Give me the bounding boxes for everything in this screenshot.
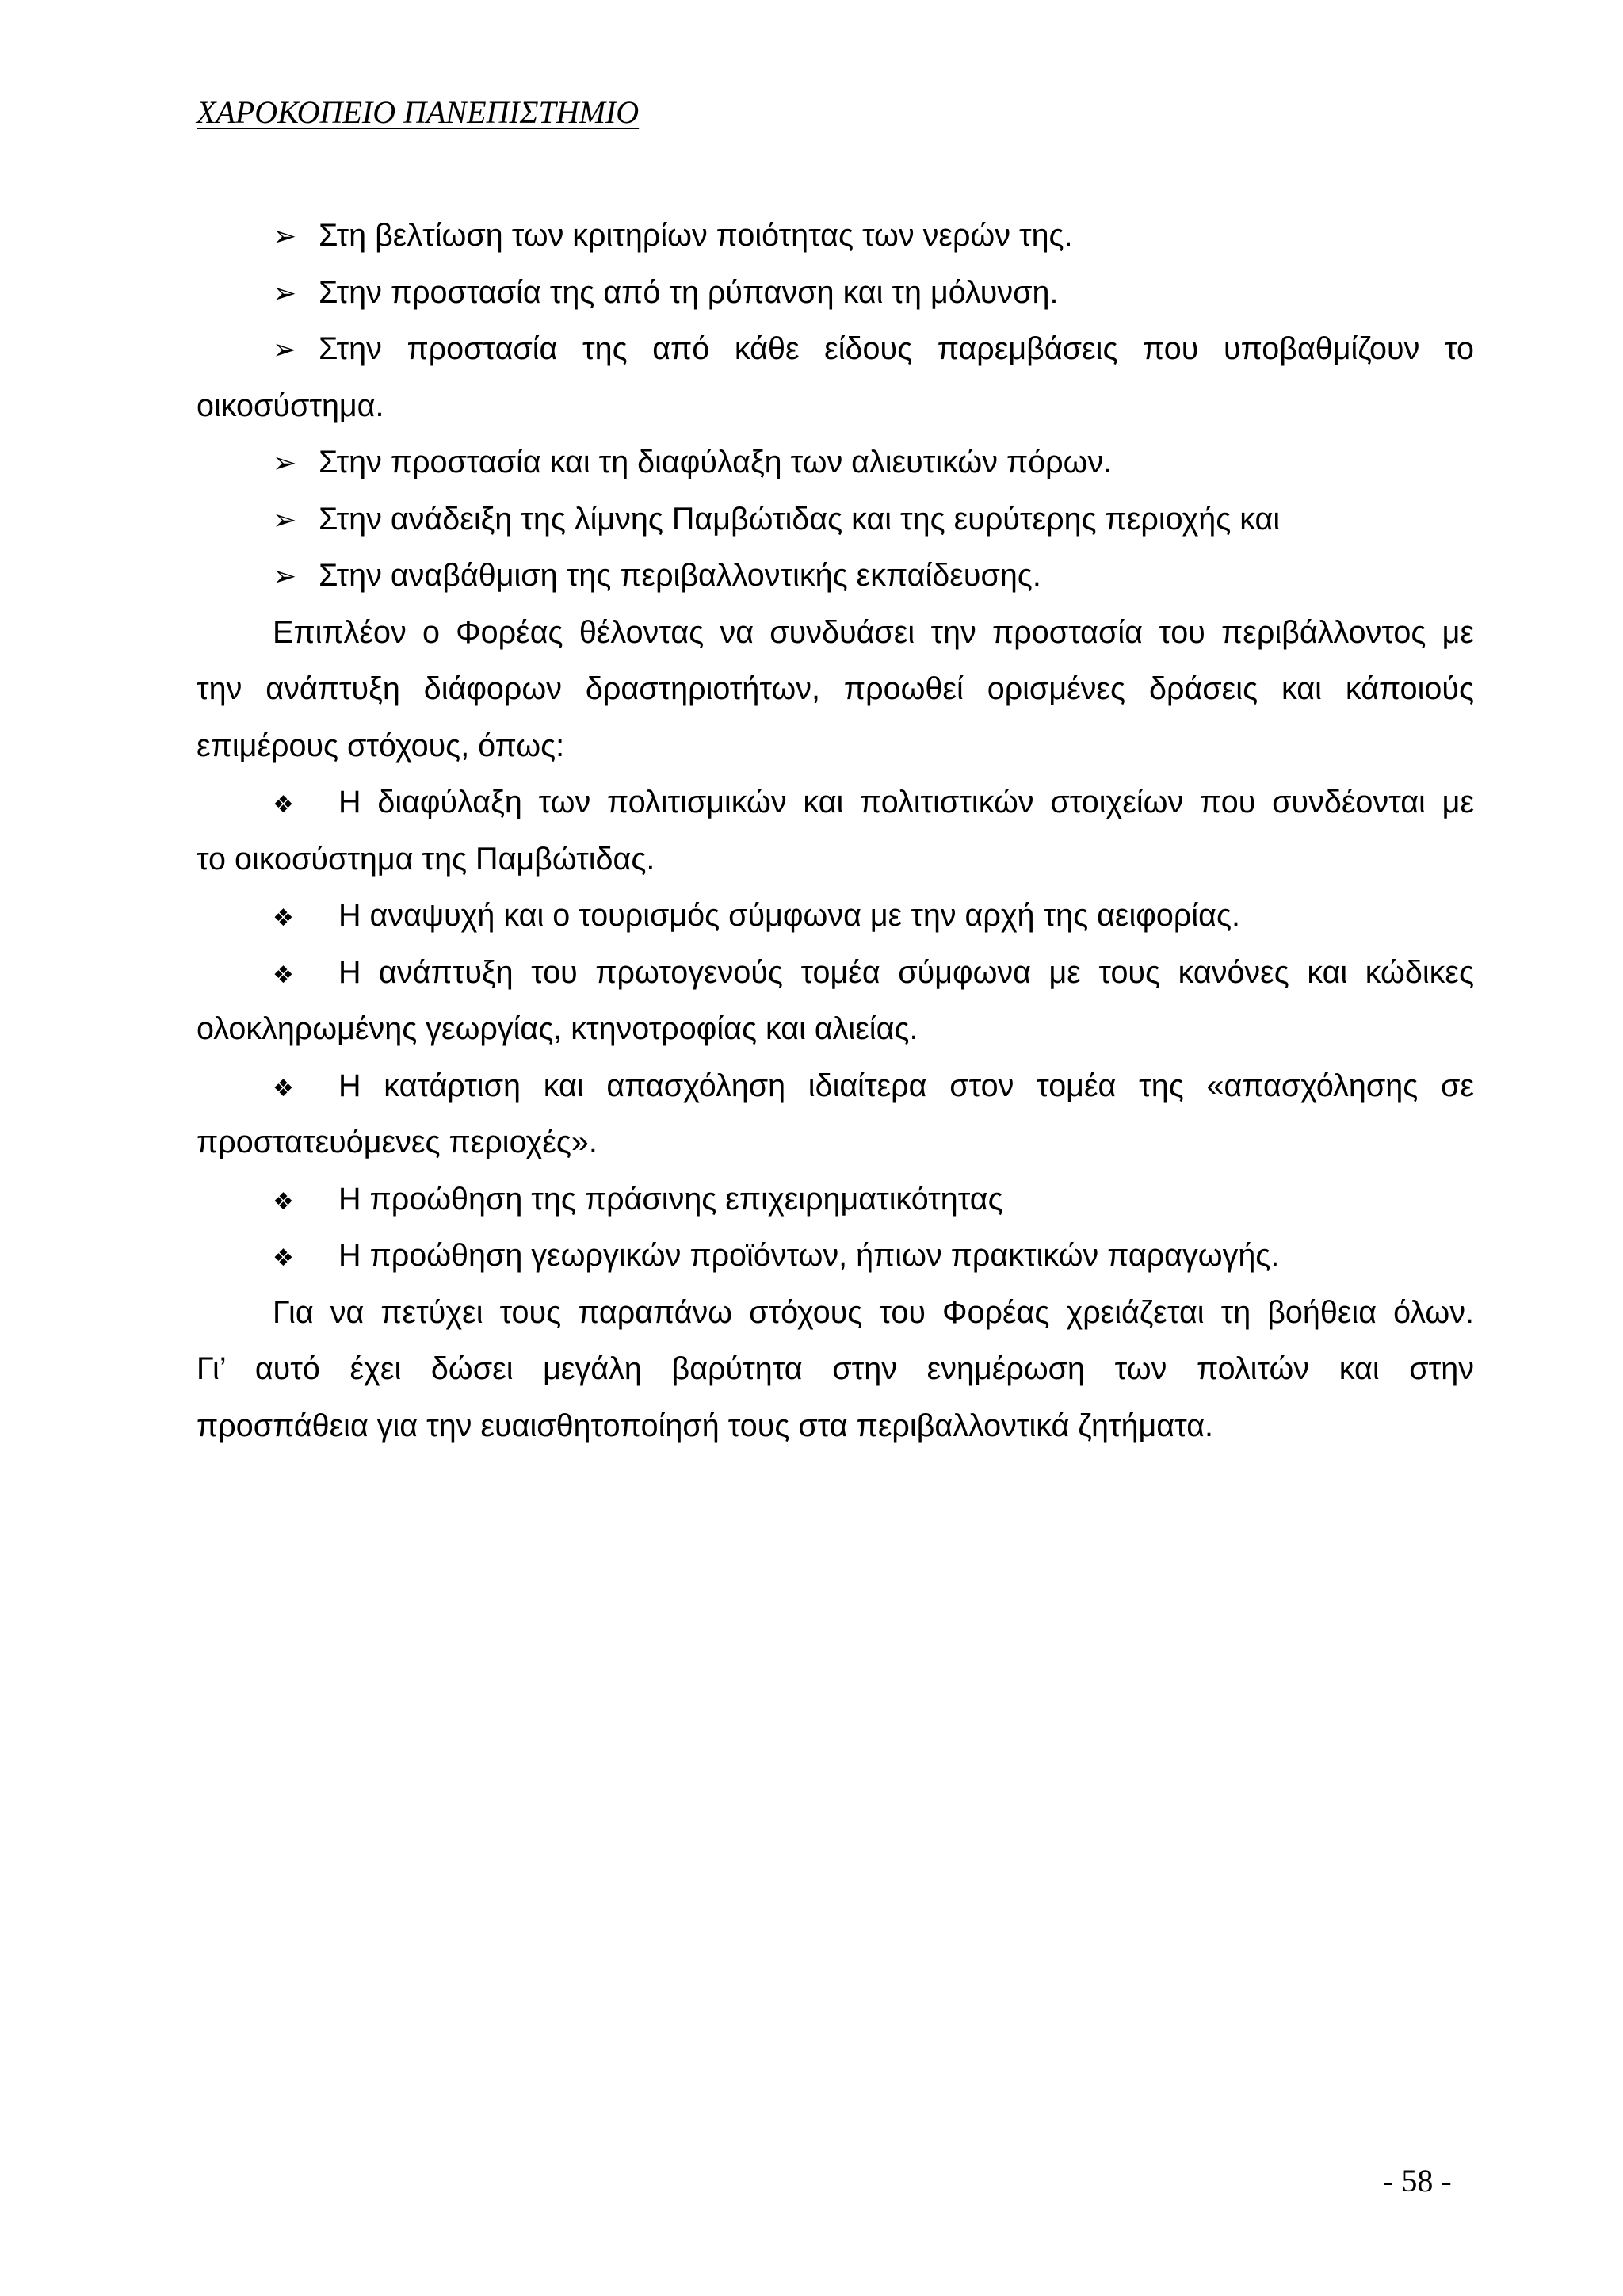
- diamond-list-item-continuation: [197, 831, 1474, 888]
- list-item-text: οικοσύστημα.: [197, 388, 384, 423]
- diamond-bullet-icon: ❖: [273, 1244, 294, 1272]
- diamond-bullet-icon: ❖: [273, 1074, 294, 1102]
- page-body: [197, 208, 1474, 1454]
- arrow-list-item: [197, 321, 1474, 378]
- list-item-text: Στην προστασία της από κάθε είδους παρεμβάσεις που υποβαθμίζουν το: [319, 331, 1474, 366]
- header-university-title: ΧΑΡΟΚΟΠΕΙΟ ΠΑΝΕΠΙΣΤΗΜΙΟ: [197, 94, 640, 130]
- paragraph-line: την ανάπτυξη διάφορων δραστηριοτήτων, προωθεί ορισμένες δράσεις και κάποιούς: [197, 671, 1474, 706]
- arrow-list-item: [197, 208, 1474, 265]
- arrow-bullet-icon: ➢: [273, 277, 297, 310]
- arrow-list-item: [197, 548, 1474, 605]
- list-item-text: Η κατάρτιση και απασχόληση ιδιαίτερα στον τομέα της «απασχόλησης σε: [338, 1068, 1474, 1103]
- arrow-bullet-icon: ➢: [273, 503, 297, 537]
- list-item-text: ολοκληρωμένης γεωργίας, κτηνοτροφίας και αλιείας.: [197, 1011, 918, 1046]
- arrow-list-item: [197, 434, 1474, 491]
- diamond-list-item-continuation: [197, 1114, 1474, 1171]
- diamond-bullet-icon: ❖: [273, 961, 294, 989]
- list-item-text: Στην προστασία της από τη ρύπανση και τη μόλυνση.: [319, 274, 1059, 310]
- list-item-text: Η αναψυχή και ο τουρισμός σύμφωνα με την αρχή της αειφορίας.: [338, 898, 1240, 933]
- diamond-list-item: [197, 1171, 1474, 1228]
- list-item-text: Στην αναβάθμιση της περιβαλλοντικής εκπαίδευσης.: [319, 558, 1041, 593]
- diamond-bullet-icon: ❖: [273, 791, 294, 819]
- paragraph-line: Για να πετύχει τους παραπάνω στόχους του Φορέας χρειάζεται τη βοήθεια όλων.: [273, 1294, 1474, 1330]
- diamond-list-item: [197, 945, 1474, 1002]
- diamond-list-item: [197, 1058, 1474, 1115]
- arrow-bullet-icon: ➢: [273, 447, 297, 479]
- list-item-text: Στην ανάδειξη της λίμνης Παμβώτιδας και της ευρύτερης περιοχής και: [319, 501, 1281, 537]
- arrow-list-item-continuation: [197, 378, 1474, 435]
- arrow-bullet-icon: ➢: [273, 334, 297, 366]
- list-item-text: Στη βελτίωση των κριτηρίων ποιότητας των νερών της.: [319, 218, 1073, 253]
- paragraph-line: επιμέρους στόχους, όπως:: [197, 728, 565, 763]
- paragraph-line: Γι’ αυτό έχει δώσει μεγάλη βαρύτητα στην ενημέρωση των πολιτών και στην: [197, 1351, 1474, 1386]
- diamond-list-item: [197, 774, 1474, 831]
- diamond-list-item: [197, 888, 1474, 945]
- arrow-list-item: [197, 265, 1474, 322]
- diamond-list-item: [197, 1228, 1474, 1285]
- list-item-text: προστατευόμενες περιοχές».: [197, 1125, 598, 1159]
- list-item-text: Η ανάπτυξη του πρωτογενούς τομέα σύμφωνα με τους κανόνες και κώδικες: [338, 954, 1474, 990]
- list-item-text: Η προώθηση της πράσινης επιχειρηματικότητας: [338, 1181, 1003, 1217]
- diamond-bullet-icon: ❖: [273, 904, 294, 932]
- list-item-text: Στην προστασία και τη διαφύλαξη των αλιευτικών πόρων.: [319, 445, 1113, 479]
- arrow-bullet-icon: ➢: [273, 560, 297, 593]
- arrow-list-item: [197, 491, 1474, 548]
- paragraph-line: προσπάθεια για την ευαισθητοποίησή τους στα περιβαλλοντικά ζητήματα.: [197, 1408, 1213, 1443]
- list-item-text: Η προώθηση γεωργικών προϊόντων, ήπιων πρακτικών παραγωγής.: [338, 1238, 1280, 1273]
- diamond-bullet-icon: ❖: [273, 1187, 294, 1216]
- list-item-text: Η διαφύλαξη των πολιτισμικών και πολιτιστικών στοιχείων που συνδέονται με: [338, 785, 1474, 819]
- paragraph-line: Επιπλέον ο Φορέας θέλοντας να συνδυάσει την προστασία του περιβάλλοντος με: [273, 614, 1474, 650]
- diamond-list-item-continuation: [197, 1001, 1474, 1058]
- arrow-bullet-icon: ➢: [273, 220, 297, 253]
- list-item-text: το οικοσύστημα της Παμβώτιδας.: [197, 841, 655, 877]
- page-number: - 58 -: [1383, 2163, 1452, 2199]
